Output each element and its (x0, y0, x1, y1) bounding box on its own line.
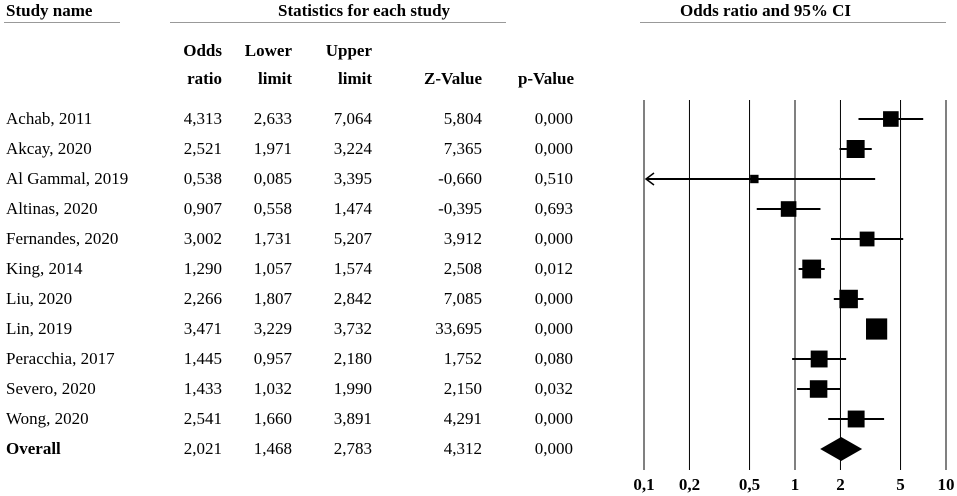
lower-limit-cell: 1,468 (253, 439, 292, 458)
p-value-cell: 0,693 (534, 199, 573, 218)
study-name-cell: Severo, 2020 (6, 379, 96, 398)
odds-ratio-cell: 2,521 (183, 139, 222, 158)
lower-limit-cell: 3,229 (253, 319, 292, 338)
odds-ratio-cell: 2,541 (183, 409, 222, 428)
odds-ratio-cell: 0,907 (183, 199, 222, 218)
x-tick-label: 5 (896, 475, 905, 494)
study-point (839, 290, 857, 308)
study-point (781, 201, 797, 217)
study-point (811, 351, 828, 368)
upper-limit-cell: 2,180 (333, 349, 372, 368)
p-value-cell: 0,000 (534, 439, 573, 458)
lower-limit-cell: 0,558 (253, 199, 292, 218)
z-value-cell: 2,508 (443, 259, 482, 278)
z-value-cell: 33,695 (435, 319, 482, 338)
upper-limit-cell: 5,207 (333, 229, 372, 248)
x-tick-label: 10 (937, 475, 955, 494)
z-value-cell: 4,291 (443, 409, 482, 428)
study-point (802, 260, 821, 279)
odds-ratio-cell: 1,445 (183, 349, 222, 368)
z-value-cell: 2,150 (443, 379, 482, 398)
lower-limit-cell: 1,660 (253, 409, 292, 428)
study-point (883, 111, 899, 127)
z-value-cell: 7,365 (443, 139, 482, 158)
lower-limit-cell: 0,957 (253, 349, 292, 368)
upper-limit-cell: 1,474 (333, 199, 372, 218)
col-odds-ratio-line2: ratio (187, 69, 222, 88)
odds-ratio-cell: 4,313 (183, 109, 222, 128)
p-value-cell: 0,000 (534, 289, 573, 308)
study-name-cell: Peracchia, 2017 (6, 349, 115, 368)
study-name-cell: King, 2014 (6, 259, 83, 278)
x-tick-label: 0,1 (633, 475, 655, 494)
study-name-cell: Fernandes, 2020 (6, 229, 119, 248)
header-plot: Odds ratio and 95% CI (680, 1, 851, 20)
upper-limit-cell: 3,891 (333, 409, 372, 428)
x-tick-label: 1 (790, 475, 800, 494)
upper-limit-cell: 1,990 (333, 379, 372, 398)
lower-limit-cell: 1,731 (253, 229, 292, 248)
upper-limit-cell: 2,783 (333, 439, 372, 458)
study-name-cell: Overall (6, 439, 61, 458)
x-tick-label: 2 (836, 475, 845, 494)
study-name-cell: Altinas, 2020 (6, 199, 98, 218)
col-odds-ratio-line1: Odds (183, 41, 222, 60)
upper-limit-cell: 3,732 (333, 319, 372, 338)
odds-ratio-cell: 1,433 (183, 379, 222, 398)
p-value-cell: 0,000 (534, 109, 573, 128)
study-point (847, 140, 865, 158)
p-value-cell: 0,032 (534, 379, 573, 398)
col-z-value-line2: Z-Value (424, 69, 482, 88)
lower-limit-cell: 2,633 (253, 109, 292, 128)
study-point (810, 380, 828, 398)
z-value-cell: 7,085 (443, 289, 482, 308)
study-name-cell: Wong, 2020 (6, 409, 89, 428)
p-value-cell: 0,000 (534, 319, 573, 338)
study-name-cell: Lin, 2019 (6, 319, 73, 338)
odds-ratio-cell: 3,471 (183, 319, 222, 338)
col-upper-limit-line2: limit (338, 69, 372, 88)
study-point (750, 175, 758, 183)
x-tick-label: 0,2 (678, 475, 701, 494)
z-value-cell: -0,660 (438, 169, 482, 188)
overall-diamond (820, 437, 862, 461)
col-lower-limit-line1: Lower (244, 41, 292, 60)
study-point (860, 232, 875, 247)
p-value-cell: 0,080 (534, 349, 573, 368)
col-upper-limit-line1: Upper (325, 41, 372, 60)
upper-limit-cell: 1,574 (333, 259, 372, 278)
z-value-cell: 1,752 (443, 349, 482, 368)
odds-ratio-cell: 2,021 (183, 439, 222, 458)
upper-limit-cell: 2,842 (333, 289, 372, 308)
z-value-cell: 3,912 (443, 229, 482, 248)
col-lower-limit-line2: limit (258, 69, 292, 88)
study-point (866, 318, 887, 339)
study-name-cell: Achab, 2011 (6, 109, 93, 128)
p-value-cell: 0,510 (534, 169, 573, 188)
lower-limit-cell: 1,807 (253, 289, 292, 308)
odds-ratio-cell: 0,538 (183, 169, 222, 188)
lower-limit-cell: 1,971 (253, 139, 292, 158)
p-value-cell: 0,012 (534, 259, 573, 278)
study-point (848, 411, 865, 428)
lower-limit-cell: 1,057 (253, 259, 292, 278)
x-tick-label: 0,5 (738, 475, 761, 494)
lower-limit-cell: 1,032 (253, 379, 292, 398)
header-statistics: Statistics for each study (278, 1, 451, 20)
odds-ratio-cell: 3,002 (183, 229, 222, 248)
odds-ratio-cell: 2,266 (183, 289, 222, 308)
p-value-cell: 0,000 (534, 409, 573, 428)
upper-limit-cell: 3,224 (333, 139, 372, 158)
study-name-cell: Liu, 2020 (6, 289, 73, 308)
upper-limit-cell: 3,395 (333, 169, 372, 188)
p-value-cell: 0,000 (534, 139, 573, 158)
z-value-cell: -0,395 (438, 199, 482, 218)
col-p-value-line2: p-Value (517, 69, 574, 88)
z-value-cell: 4,312 (443, 439, 482, 458)
upper-limit-cell: 7,064 (333, 109, 372, 128)
odds-ratio-cell: 1,290 (183, 259, 222, 278)
lower-limit-cell: 0,085 (253, 169, 292, 188)
header-study-name: Study name (6, 1, 93, 20)
p-value-cell: 0,000 (534, 229, 573, 248)
study-name-cell: Akcay, 2020 (6, 139, 92, 158)
study-name-cell: Al Gammal, 2019 (6, 169, 129, 188)
z-value-cell: 5,804 (443, 109, 482, 128)
